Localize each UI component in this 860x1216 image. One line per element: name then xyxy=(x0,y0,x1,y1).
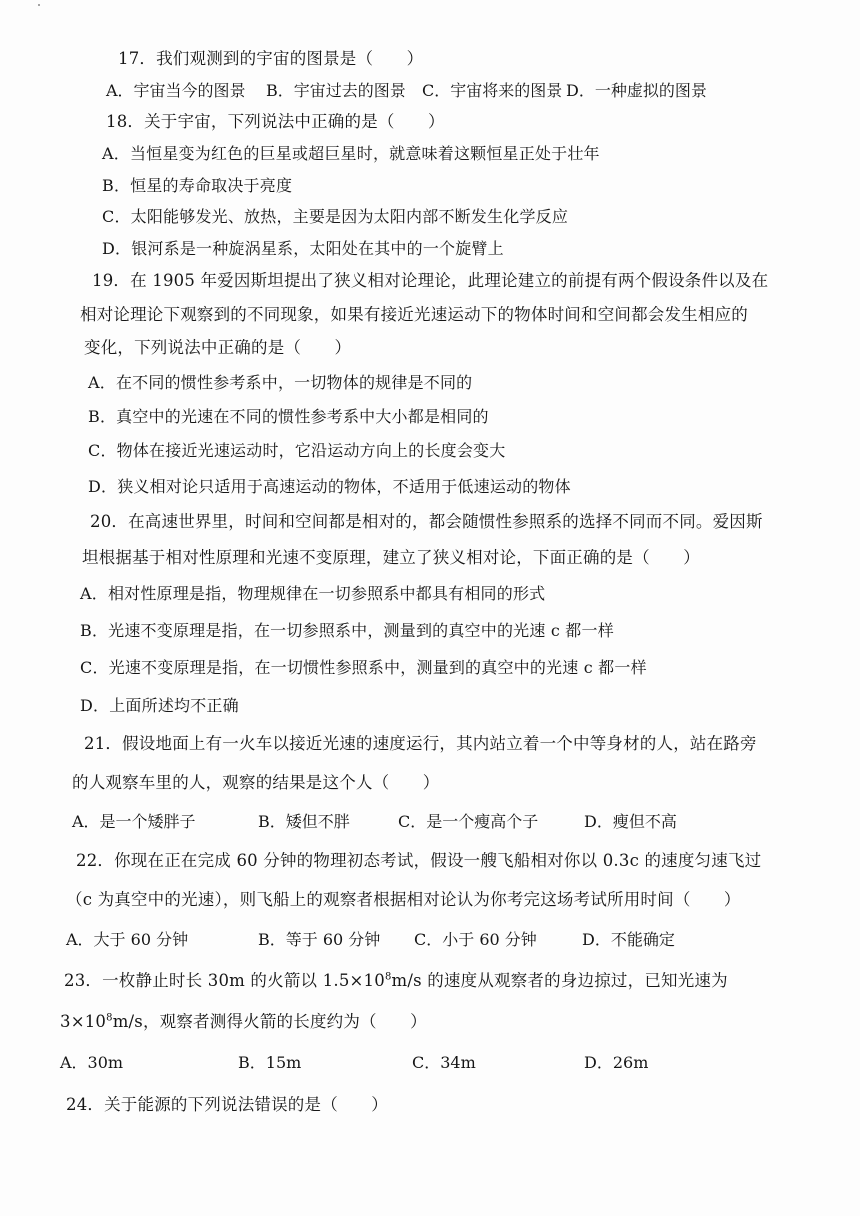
q23-option-c: C．34m xyxy=(412,1053,476,1072)
q18-stem: 18．关于宇宙，下列说法中正确的是（ ） xyxy=(106,112,445,131)
q21-option-b: B．矮但不胖 xyxy=(258,812,350,831)
q17-option-b: B．宇宙过去的图景 xyxy=(266,81,406,100)
q21-option-c: C．是一个瘦高个子 xyxy=(398,812,539,831)
q18-option-d: D．银河系是一种旋涡星系，太阳处在其中的一个旋臂上 xyxy=(102,239,504,258)
q17-option-d: D．一种虚拟的图景 xyxy=(566,81,707,100)
q22-stem-line-2: （c 为真空中的光速），则飞船上的观察者根据相对论认为你考完这场考试所用时间（ ） xyxy=(66,890,741,909)
q19-stem-line-2: 相对论理论下观察到的不同现象，如果有接近光速运动下的物体时间和空间都会发生相应的 xyxy=(80,305,748,324)
q17-option-c: C．宇宙将来的图景 xyxy=(422,81,563,100)
q23-option-a: A．30m xyxy=(60,1053,124,1072)
q17-stem: 17．我们观测到的宇宙的图景是（ ） xyxy=(118,49,424,68)
q22-option-d: D．不能确定 xyxy=(582,930,675,949)
q19-stem-line-1: 19．在 1905 年爱因斯坦提出了狭义相对论理论，此理论建立的前提有两个假设条件以及在 xyxy=(92,271,769,290)
q21-stem-line-1: 21．假设地面上有一火车以接近光速的速度运行，其内站立着一个中等身材的人，站在路旁 xyxy=(84,734,757,753)
q22-option-a: A．大于 60 分钟 xyxy=(66,930,189,949)
q22-stem-line-1: 22．你现在正在完成 60 分钟的物理初态考试，假设一艘飞船相对你以 0.3c 的速度匀速飞过 xyxy=(76,851,762,870)
q19-option-d: D．狭义相对论只适用于高速运动的物体，不适用于低速运动的物体 xyxy=(88,477,571,496)
q19-option-b: B．真空中的光速在不同的惯性参考系中大小都是相同的 xyxy=(88,407,489,426)
q23-option-d: D．26m xyxy=(584,1053,649,1072)
q20-option-a: A．相对性原理是指，物理规律在一切参照系中都具有相同的形式 xyxy=(80,584,546,603)
q21-stem-line-2: 的人观察车里的人，观察的结果是这个人（ ） xyxy=(72,773,440,792)
q20-stem-line-1: 20．在高速世界里，时间和空间都是相对的，都会随惯性参照系的选择不同而不同。爱因斯 xyxy=(90,512,763,531)
q19-option-c: C．物体在接近光速运动时，它沿运动方向上的长度会变大 xyxy=(88,441,506,460)
q22-option-c: C．小于 60 分钟 xyxy=(414,930,537,949)
q20-option-b: B．光速不变原理是指，在一切参照系中，测量到的真空中的光速 c 都一样 xyxy=(80,621,614,640)
q17-option-a: A．宇宙当今的图景 xyxy=(106,81,246,100)
q23-stem-line-2: $3\times 10^8m/s$，观察者测得火箭的长度约为（ ） xyxy=(60,1012,427,1031)
q19-option-a: A．在不同的惯性参考系中，一切物体的规律是不同的 xyxy=(88,373,473,392)
q21-option-a: A．是一个矮胖子 xyxy=(72,812,196,831)
q23-stem-line-1: 23．一枚静止时长 30m 的火箭以 $1.5\times 10^8m/s$ 的速度从观察者的身边掠过，已知光速为 xyxy=(64,971,728,990)
scan-speck xyxy=(38,4,40,6)
q18-option-b: B．恒星的寿命取决于亮度 xyxy=(102,176,293,195)
q24-stem: 24．关于能源的下列说法错误的是（ ） xyxy=(66,1095,388,1114)
q19-stem-line-3: 变化，下列说法中正确的是（ ） xyxy=(84,338,352,357)
q22-option-b: B．等于 60 分钟 xyxy=(258,930,381,949)
q20-stem-line-2: 坦根据基于相对性原理和光速不变原理，建立了狭义相对论，下面正确的是（ ） xyxy=(82,548,700,567)
q23-option-b: B．15m xyxy=(238,1053,302,1072)
q18-option-c: C．太阳能够发光、放热，主要是因为太阳内部不断发生化学反应 xyxy=(102,207,569,226)
q18-option-a: A．当恒星变为红色的巨星或超巨星时，就意味着这颗恒星正处于壮年 xyxy=(102,144,600,163)
q20-option-d: D．上面所述均不正确 xyxy=(80,696,239,715)
q20-option-c: C．光速不变原理是指，在一切惯性参照系中，测量到的真空中的光速 c 都一样 xyxy=(80,658,647,677)
q21-option-d: D．瘦但不高 xyxy=(584,812,677,831)
